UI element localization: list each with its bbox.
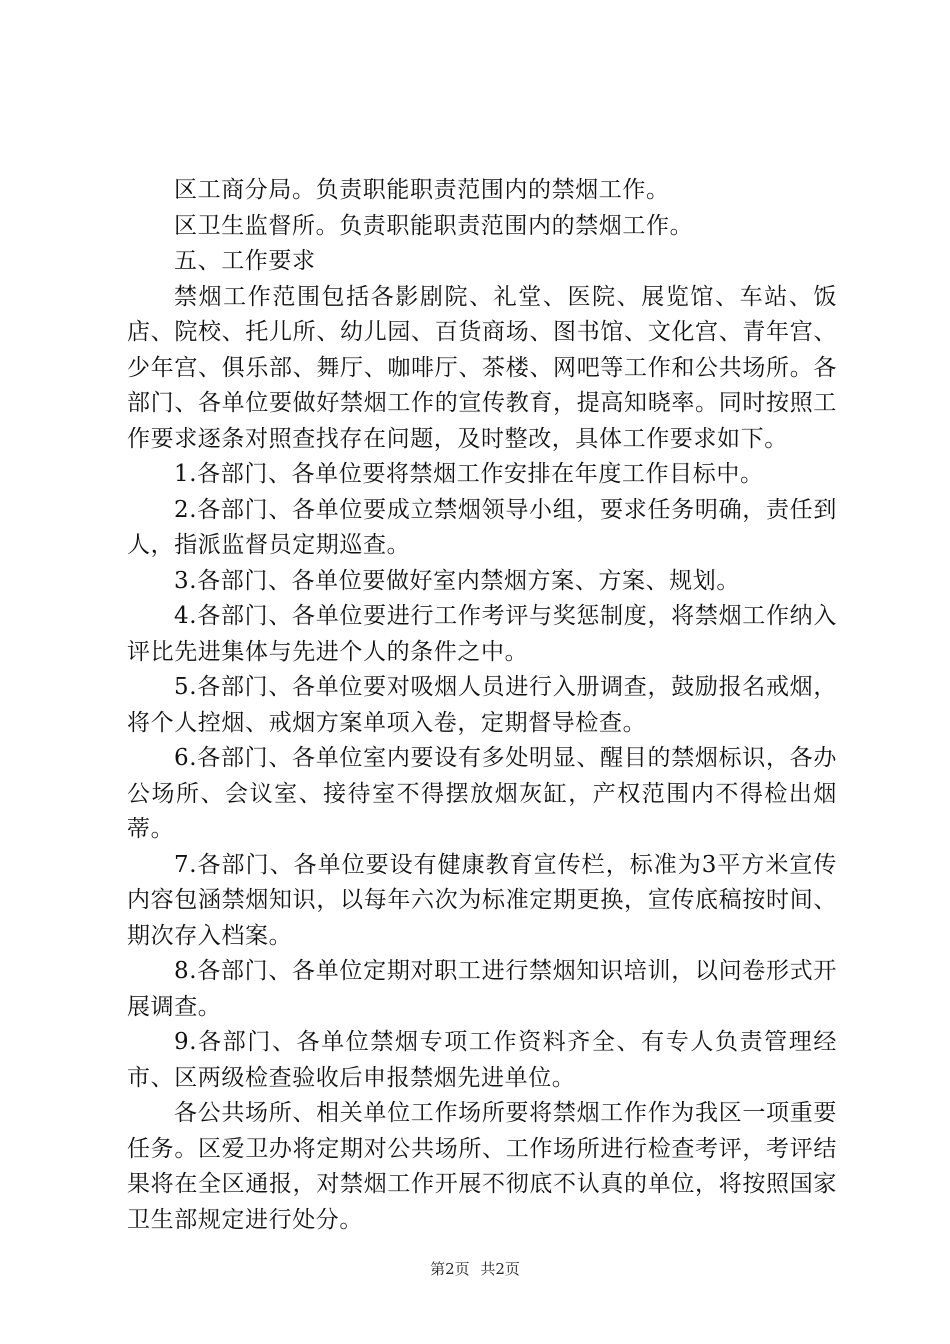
- requirement-item-8: 8.各部门、各单位定期对职工进行禁烟知识培训，以问卷形式开展调查。: [127, 958, 837, 1020]
- requirement-item-4: 4.各部门、各单位要进行工作考评与奖惩制度，将禁烟工作纳入评比先进集体与先进个人的条件之中。: [127, 603, 837, 665]
- page-number: 第2页: [430, 1260, 470, 1278]
- document-body: [127, 173, 837, 1238]
- paragraph-scope: 禁烟工作范围包括各影剧院、礼堂、医院、展览馆、车站、饭店、院校、托儿所、幼儿园、百货商场、图书馆、文化宫、青年宫、少年宫、俱乐部、舞厅、咖啡厅、茶楼、网吧等工作和公共场所。各部门、各单位要做好禁烟工作的宣传教育，提高知晓率。同时按照工作要求逐条对照查找存在问题，及时整改，具体工作要求如下。: [127, 283, 837, 452]
- requirement-item-1: 1.各部门、各单位要将禁烟工作安排在年度工作目标中。: [174, 461, 764, 487]
- page-footer: [0, 1259, 950, 1279]
- requirement-item-6: 6.各部门、各单位室内要设有多处明显、醒目的禁烟标识，各办公场所、会议室、接待室不得摆放烟灰缸，产权范围内不得检出烟蒂。: [127, 745, 837, 842]
- paragraph-dept-health-supervision: 区卫生监督所。负责职能职责范围内的禁烟工作。: [174, 212, 694, 239]
- requirement-item-2: 2.各部门、各单位要成立禁烟领导小组，要求任务明确，责任到人，指派监督员定期巡查。: [127, 496, 837, 558]
- page-total: 共2页: [480, 1260, 520, 1278]
- requirement-item-7: 7.各部门、各单位要设有健康教育宣传栏，标准为3平方米宣传内容包涵禁烟知识，以每年六次为标准定期更换，宣传底稿按时间、期次存入档案。: [127, 851, 837, 949]
- requirement-item-9: 9.各部门、各单位禁烟专项工作资料齐全、有专人负责管理经市、区两级检查验收后申报禁烟先进单位。: [127, 1029, 837, 1091]
- requirement-item-5: 5.各部门、各单位要对吸烟人员进行入册调查，鼓励报名戒烟，将个人控烟、戒烟方案单项入卷，定期督导检查。: [127, 674, 837, 736]
- paragraph-closing: 各公共场所、相关单位工作场所要将禁烟工作作为我区一项重要任务。区爱卫办将定期对公共场所、工作场所进行检查考评，考评结果将在全区通报，对禁烟工作开展不彻底不认真的单位，将按照国家卫生部规定进行处分。: [127, 1100, 837, 1233]
- section-heading-work-requirements: 五、工作要求: [174, 248, 316, 274]
- requirement-item-3: 3.各部门、各单位要做好室内禁烟方案、方案、规划。: [174, 567, 740, 594]
- paragraph-dept-commerce: 区工商分局。负责职能职责范围内的禁烟工作。: [174, 177, 670, 203]
